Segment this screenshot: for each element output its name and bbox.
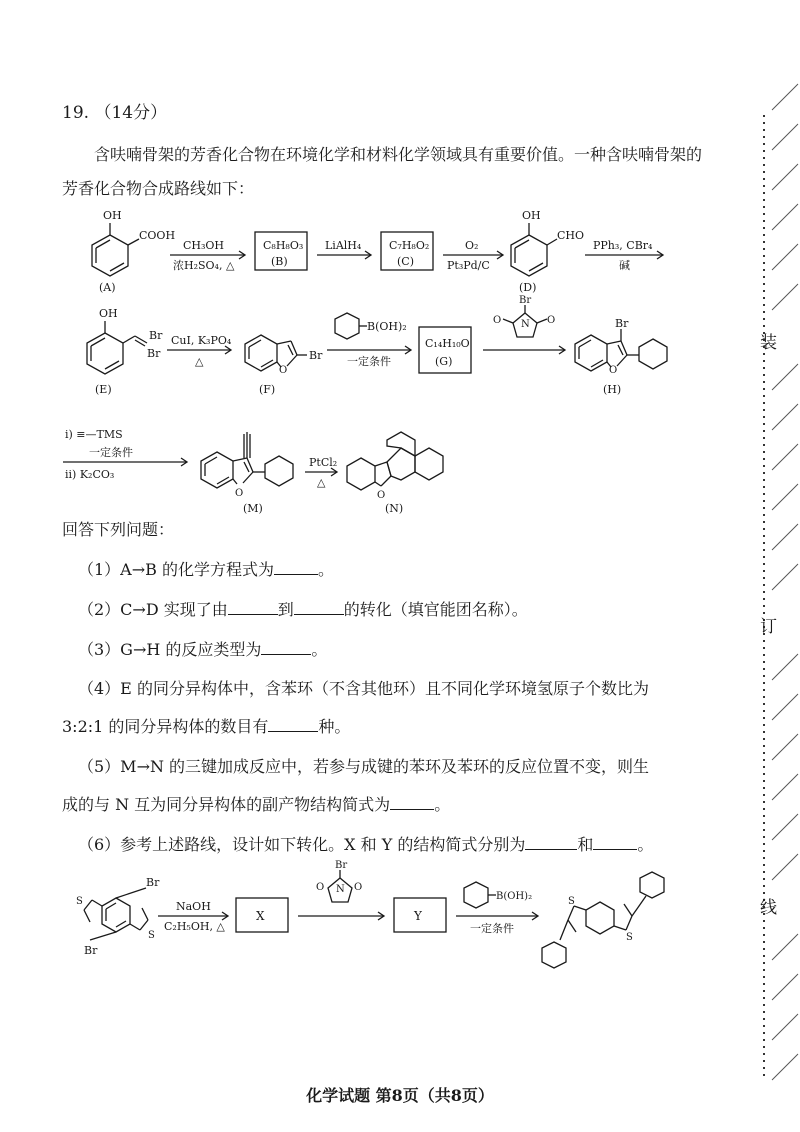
compound-D-label: (D): [519, 281, 537, 294]
binding-char-zhuang: 装: [760, 333, 777, 353]
reagent-3-bottom: Pt₃Pd/C: [447, 259, 490, 272]
binding-line: [758, 0, 800, 1132]
reagent-7-top: i) ≡—TMS: [65, 428, 123, 441]
start-bromo-2: Br: [84, 944, 98, 957]
question-5-line-1: （5）M→N 的三键加成反应中，若参与成键的苯环及苯环的反应位置不变，则生: [78, 757, 650, 776]
question-intro: 含呋喃骨架的芳香化合物在环境化学和材料化学领域具有重要价值。一种含呋喃骨架的芳香化合物合成路线如下：: [62, 145, 703, 198]
start-bromo-1: Br: [146, 876, 160, 889]
reagent-4-bottom: 碱: [619, 259, 630, 272]
reagent-9-bottom: C₂H₅OH, △: [164, 920, 225, 933]
reagent-8-bottom: △: [317, 476, 326, 489]
reagent-1-top: CH₃OH: [183, 239, 225, 252]
transformation-scheme-q6: [60, 860, 700, 973]
product-sulfur-1: S: [568, 896, 575, 907]
E-bromo-1: Br: [149, 329, 163, 342]
nbs2-oxygen-1: O: [316, 882, 325, 893]
reagent-1-bottom: 浓H₂SO₄, △: [173, 259, 235, 272]
reagent-5-top: CuI, K₃PO₄: [171, 334, 232, 347]
reagent-10-bottom: 一定条件: [470, 922, 514, 935]
answer-blank[interactable]: [294, 598, 344, 615]
answer-blank[interactable]: [268, 715, 318, 732]
answer-header: 回答下列问题：: [62, 520, 175, 539]
binding-char-ding: 订: [760, 617, 777, 637]
reagent-7-bottom: ii) K₂CO₃: [65, 468, 115, 481]
question-6: （6）参考上述路线，设计如下转化。X 和 Y 的结构简式分别为 和 。: [78, 835, 654, 854]
question-header: [62, 98, 167, 123]
compound-B-label: (B): [271, 255, 288, 268]
answer-blank[interactable]: [390, 793, 434, 810]
F-bromo: Br: [309, 349, 323, 362]
E-bromo-2: Br: [147, 347, 161, 360]
reagent-8-top: PtCl₂: [309, 456, 338, 469]
reagent-5-bottom: △: [195, 355, 204, 368]
question-number: 19.: [62, 103, 90, 123]
reagent-9-top: NaOH: [176, 900, 211, 913]
compound-F-label: (F): [259, 383, 276, 396]
nbs-bromo: Br: [519, 295, 532, 306]
nbs-oxygen-1: O: [493, 315, 502, 326]
reagent-10-boronic: B(OH)₂: [496, 891, 533, 902]
nbs2-bromo: Br: [335, 860, 348, 871]
synthesis-route-row-2: [55, 295, 735, 400]
answer-blank[interactable]: [261, 638, 311, 655]
start-sulfur-2: S: [148, 930, 155, 941]
M-oxygen: O: [235, 488, 244, 499]
start-sulfur-1: S: [76, 896, 83, 907]
answer-blank[interactable]: [525, 833, 577, 850]
question-1: （1）A→B 的化学方程式为 。: [78, 560, 335, 579]
compound-X: X: [256, 909, 265, 923]
compound-A-label: (A): [99, 281, 116, 294]
synthesis-route-row-1: [55, 205, 735, 295]
answer-blank[interactable]: [593, 833, 637, 850]
compound-C-formula: C₇H₈O₂: [389, 239, 430, 252]
question-points: （14分）: [94, 103, 168, 123]
H-bromo: Br: [615, 317, 629, 330]
nbs-nitrogen: N: [521, 319, 530, 330]
reagent-2-top: LiAlH₄: [325, 239, 362, 252]
compound-N-label: (N): [385, 502, 404, 515]
H-oxygen: O: [609, 365, 618, 376]
question-3: （3）G→H 的反应类型为 。: [78, 640, 328, 659]
A-carboxyl: COOH: [139, 229, 176, 242]
compound-M-label: (M): [243, 502, 263, 515]
question-2: （2）C→D 实现了由 到 的转化（填官能团名称）。: [78, 600, 528, 619]
compound-C-label: (C): [397, 255, 414, 268]
question-5-line-2: 成的与 N 互为同分异构体的副产物结构简式为 。: [62, 795, 451, 814]
answer-blank[interactable]: [228, 598, 278, 615]
product-sulfur-2: S: [626, 932, 633, 943]
reagent-4-top: PPh₃, CBr₄: [593, 239, 653, 252]
reagent-6-boronic: B(OH)₂: [367, 320, 407, 333]
binding-char-xian: 线: [760, 898, 777, 918]
compound-G-label: (G): [435, 355, 453, 368]
reagent-6-bottom: 一定条件: [347, 355, 391, 368]
answer-blank[interactable]: [274, 558, 318, 575]
nbs-oxygen-2: O: [547, 315, 556, 326]
question-4-line-1: （4）E 的同分异构体中，含苯环（不含其他环）且不同化学环境氢原子个数比为: [78, 679, 649, 698]
D-aldehyde: CHO: [557, 229, 585, 242]
question-4-line-2: 3:2:1 的同分异构体的数目有 种。: [62, 717, 351, 736]
page-footer: 化学试题 第8页（共8页）: [306, 1086, 494, 1105]
compound-E-label: (E): [95, 383, 112, 396]
nbs2-oxygen-2: O: [354, 882, 363, 893]
compound-B-formula: C₈H₈O₃: [263, 239, 304, 252]
A-hydroxy: OH: [103, 209, 122, 222]
D-hydroxy: OH: [522, 209, 541, 222]
compound-H-label: (H): [603, 383, 622, 396]
reagent-7-mid: 一定条件: [89, 446, 133, 459]
E-hydroxy: OH: [99, 307, 118, 320]
synthesis-route-row-3: [55, 420, 475, 515]
compound-Y: Y: [414, 909, 422, 923]
compound-G-formula: C₁₄H₁₀O: [425, 337, 470, 350]
F-oxygen: O: [279, 365, 288, 376]
N-oxygen: O: [377, 490, 386, 501]
nbs2-nitrogen: N: [336, 884, 345, 895]
reagent-3-top: O₂: [465, 239, 479, 252]
